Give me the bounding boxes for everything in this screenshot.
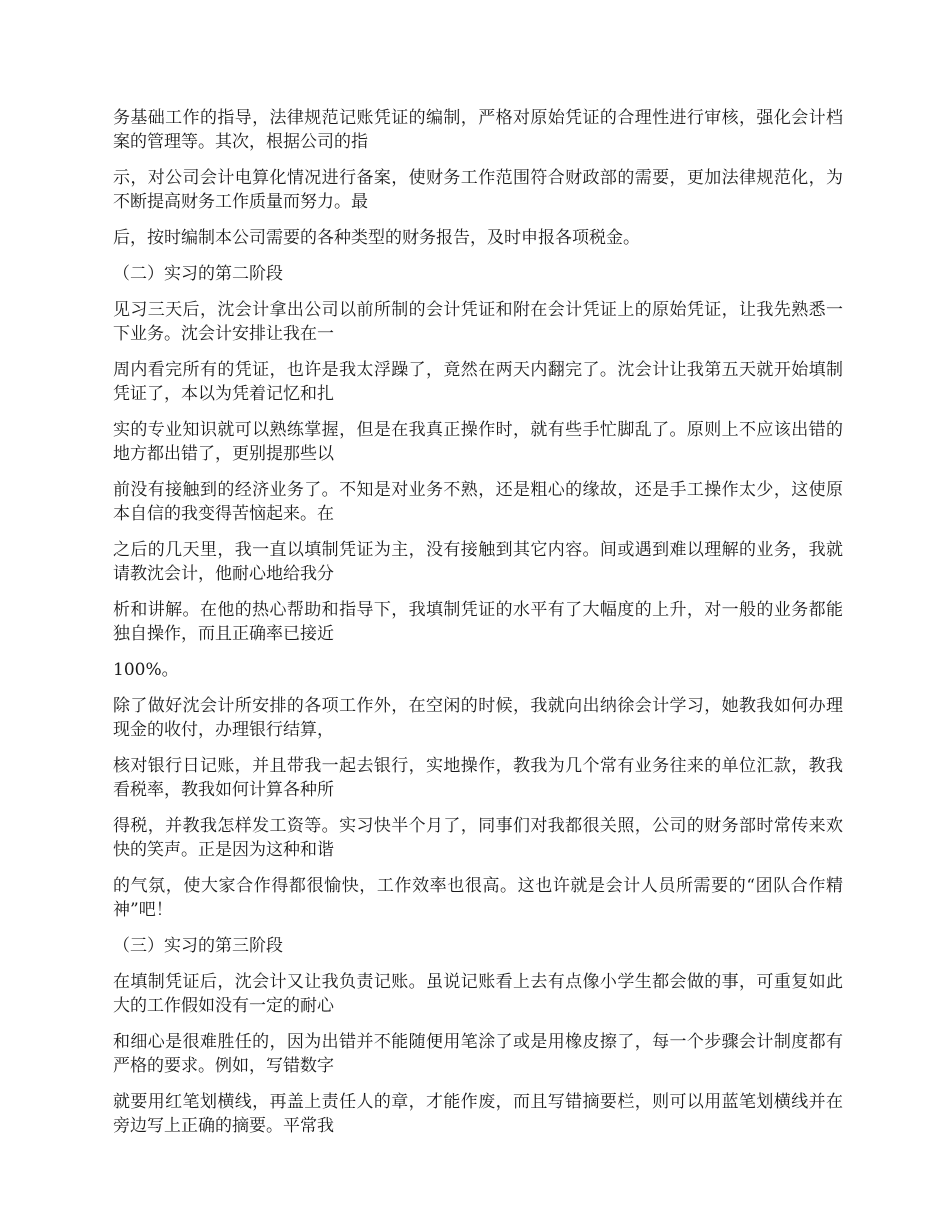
paragraph: 析和讲解。在他的热心帮助和指导下，我填制凭证的水平有了大幅度的上升，对一般的业务都能独自操作，而且正确率已接近 (113, 600, 843, 644)
section-heading: （三）实习的第三阶段 (113, 936, 283, 956)
paragraph: 之后的几天里，我一直以填制凭证为主，没有接触到其它内容。间或遇到难以理解的业务，我就请教沈会计，他耐心地给我分 (113, 540, 843, 584)
paragraph: 周内看完所有的凭证，也许是我太浮躁了，竟然在两天内翻完了。沈会计让我第五天就开始填制凭证了，本以为凭着记忆和扎 (113, 360, 843, 404)
document-body (113, 106, 843, 1150)
paragraph: 在填制凭证后，沈会计又让我负责记账。虽说记账看上去有点像小学生都会做的事，可重复如此大的工作假如没有一定的耐心 (113, 972, 843, 1016)
paragraph: 和细心是很难胜任的，因为出错并不能随便用笔涂了或是用橡皮擦了，每一个步骤会计制度都有严格的要求。例如，写错数字 (113, 1032, 843, 1076)
paragraph: 得税，并教我怎样发工资等。实习快半个月了，同事们对我都很关照，公司的财务部时常传来欢快的笑声。正是因为这种和谐 (113, 816, 843, 860)
paragraph: 见习三天后，沈会计拿出公司以前所制的会计凭证和附在会计凭证上的原始凭证，让我先熟悉一下业务。沈会计安排让我在一 (113, 300, 843, 344)
paragraph: 前没有接触到的经济业务了。不知是对业务不熟，还是粗心的缘故，还是手工操作太少，这使原本自信的我变得苦恼起来。在 (113, 480, 843, 524)
paragraph: 100%。 (113, 660, 179, 680)
paragraph: 示，对公司会计电算化情况进行备案，使财务工作范围符合财政部的需要，更加法律规范化，为不断提高财务工作质量而努力。最 (113, 168, 843, 212)
paragraph: 务基础工作的指导，法律规范记账凭证的编制，严格对原始凭证的合理性进行审核，强化会计档案的管理等。其次，根据公司的指 (113, 108, 843, 152)
section-heading: （二）实习的第二阶段 (113, 264, 283, 284)
paragraph: 实的专业知识就可以熟练掌握，但是在我真正操作时，就有些手忙脚乱了。原则上不应该出错的地方都出错了，更别提那些以 (113, 420, 843, 464)
paragraph: 就要用红笔划横线，再盖上责任人的章，才能作废，而且写错摘要栏，则可以用蓝笔划横线并在旁边写上正确的摘要。平常我 (113, 1092, 843, 1136)
paragraph: 后，按时编制本公司需要的各种类型的财务报告，及时申报各项税金。 (113, 228, 640, 248)
paragraph: 除了做好沈会计所安排的各项工作外，在空闲的时候，我就向出纳徐会计学习，她教我如何办理现金的收付，办理银行结算， (113, 696, 843, 740)
paragraph: 的气氛，使大家合作得都很愉快，工作效率也很高。这也许就是会计人员所需要的“团队合作精神”吧！ (113, 876, 843, 920)
paragraph: 核对银行日记账，并且带我一起去银行，实地操作，教我为几个常有业务往来的单位汇款，教我看税率，教我如何计算各种所 (113, 756, 843, 800)
